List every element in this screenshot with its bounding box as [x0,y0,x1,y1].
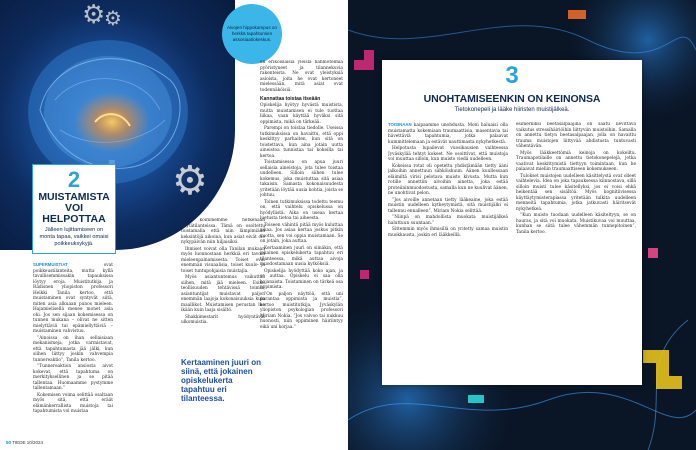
gear-icon: ⚙ [172,158,208,204]
paragraph: Ihmiset voivat olla Tanilan mukaan myös luonnostaan herkkiä eri tavoin mieleenpainamisesta. Toiset ovat enemmän visuaalisia, toiset kuulo- ja toiset tuntupohjaisia muistajia. [181,246,265,274]
paragraph: Toistamisessa on apua juuri sellaisia aineistoja, jota tulee toistaa uudelleen. Silloin siihen tulee kokemus, joka muistuttaa sitä asiaa takaisin. Samasta kokonaisuudesta yritetään löytää uusia kohtia, joista se johtuu. [260,160,343,198]
paragraph: Kokeissa rotat oli opetettu yhdistämään tietty ääni jalkoihin annettuun sähköiskuun. Äänen kuullessaan eläimiltä virisi pelotava muisto kivusta. Mutta kun rotille annettiin aivoihin ainetta, joka estää proteiininmuodostusta, samalla kun ne kuulivat äänen, ne unohtivat pelon. [388,163,508,196]
paragraph: Myös asiantuntemus vaikuttaa siihen, mitä jää mieleen. Esim. teollisuuden tehtävissä toimia, asiantuntijat muistavat paljon enemmän laajoja kokonaisuuksia kuin maallikot. Muistamisen perustan luo ikään kuin laaja sisältö. [181,275,265,313]
article-column-2 [181,218,265,352]
magazine-issue: TIEDE 10/2024 [12,440,43,445]
paragraph: kaipaamme unohdusta. Moni haluaisi olla muistamatta kokemiaan traumaattisia, masentavia tai hävettäviä tapahtumia, jotka palaavat kummittelemaan ja estävät nauttimasta nykyhetkestä. [388,123,508,145]
section-heading-box [32,164,116,254]
section-subtitle: Jälleen lujittamiseen on monta tapaa, vaikkei omaisi poikkeuksykyjä. [39,227,109,247]
section-title: UNOHTAMISEENKIN ON KEINONSA [423,93,601,105]
article-panel [382,60,642,385]
paragraph: Tulokset muistojen uudelleen käsittelystä ovat olleet vaihtelevia. Idea on joka tapauksessa kiinnostava, sillä silloin muisti tulee käsitellyksi, jos ei voisi ehkä heikentää sen sisältöä. Myös kognitiivisessa käyttäytymisterapiassa yritetään tulkita uudelleen menneitä tapahtumia, jotka jatkuvasti häiritsevät nykyhetkeä. [516,173,636,212]
paragraph: ”Ainoissa on ihan sellaisiaan mekanismeja, jotka varmistavat, että tapahtumasta jää jälki, kun siihen liittyy joskin vahvempia tunnereaktio”, Tanila kertoo. [33,335,113,363]
section-title: MUISTAMISTA VOI HELPOTTAA [38,191,110,225]
paragraph: ovat poikkeustilanteita, mutta kyllä tavallisemmissakin tapauksissa löytyy eroja. Muistitutkija ja Rädisnen yliopiston professori Heikki Tanila kertoo, että muistaminen ovat syntyvät siitä, miten asia alkuaan punos mieleen. Hajamielisellä menee monet asia ohi. Jos sen sijaan kokemisessa on tunnen mukana – olivat ne sitten mielyttäviä tai epämiellyttäviä – muistaminen vahvistuu. [33,263,113,334]
paragraph: Toinen tutkimuksissa todettu teemu on, että vaihtelu opiskelussa on hyödyllistä. Aika on useaa kertaa luetusta tietoa tai aiheesta. [260,199,343,221]
paragraph: Toiseen vähintä pitää myös kuluttaa aikaa. Jos asiaa kertaa joskus pitkin vuotta, sen voi oppia muistamaan. Se on jotain, joka auttaa. [260,222,343,244]
section-number: 3 [505,62,519,89]
article-column-3 [260,60,343,440]
paragraph: Shakkimestarit hyödyntävät ulkomuistia. [181,314,265,325]
paragraph: eli erikoislaisia yleislä hahmotelmia pyöristyneet ja tilannekuvia rakenteista. Ne ovat yleistyksiä asioista, joita he ovat kertoneet mielessään, mitä asiat ovat todennäköisiä. [260,60,343,93]
paragraph: ja koimmemme hetkenaan pöytätilanteissa. Tämä on osoitettu toistamalla että niin lämpimiään keksintöjä aikoina, kun asiat eivät ole nykypäivän niin hiljaisiksi. [181,218,265,245]
paragraph: Kokemisen voima selittää osaltaan myös sitä, että eräät elämänkerrallista muistoja tai tapahtumista voi muistaa [33,392,113,414]
paragraph: Parempi on toistaa tiedolle. Useissa tutkimuksissa on havaittu, että oppi keskittyy parhaiten, kun sitä on toistettava, kun aina jotain uutta aineistoa tunnistaa tai kokeilla tai kertoa. [260,126,343,159]
paragraph: Sittemmin myös ihmisillä on yritetty samaa muistin muokkausta, joskin eri lääkkeillä. [388,227,508,238]
paragraph: Opiskelija hyödyttää koko ajan, ja se auttaa. Opiskelu ei saa olla hajanaista. Toistaminen on tärkeä osa oppimista. [260,268,343,290]
paragraph: ”Kun muisto tuodaan uudelleen käsiteltyyn, se on hauras, ja sitä voi muokata. Muistikuvaa voi muuttaa, kunhan se siitä tulee vähemmän tunnepitoinen”, Tanila kertoo. [516,213,636,235]
callout-bubble: Aivojen hippokampus on herkkä tapahtumien assosiaatiokeskus. [222,4,282,64]
paragraph: Helpotusta lupailevat vuosikausien vaihteessa Jyväskylää tehtyt kokeet. Ne osoittivat, että muistoja voi muuttaa silloin, kun muisto viedä uudelleen. [388,146,508,162]
paragraph: ”Tunnereaktion ansiosta aivot kokevat, että tapahtuma on merkityksellinen ja se pitää tallentaa. Huomaamme pystymme tallentamaan.” [33,364,113,391]
subheading: Kannattaa toistaa itseään [260,96,321,102]
pull-quote: Kertaaminen juuri on siinä, että jokainen opiskelukerta tapahtuu eri tilanteessa. [181,358,262,403]
paragraph: ”On paljon näyttöä, että uni parantaa oppimista ja muistia”, kertoo muistitutkija, Jyväskylän yliopiston psykologian professori Miriam Nokia. ”Jos valvoo tai nukkuu huonosti, niin oppiminen häiriintyy eikä uni korjaa.” [260,291,343,330]
paragraph: Kertaaminen juuri on siinäkin, että jokainen opiskelukerta tapahtuu eri tilanteessa, mikä auttaa aivoja muodostamaan uusia kytköksiä. [260,245,343,267]
section-subtitle: Tietokonepeli ja lääke hiiristen muistijälkeä. [454,107,570,113]
page-folio [6,440,43,445]
gear-icon: ⚙ [82,0,106,30]
lead-in: SUPERMUISTIAT [33,262,68,267]
paragraph: esimerkiksi beetasalpaajilla on saatu lievittävä vaikutus stressihäiriöihin liittyviin muistoihin. Samalla on annettu tietyn beetasalpaajan, jolla on havaittu trauma muistojen liittyvää ahdistusta tuntuvasti vähentävän. [516,122,636,149]
page-number: 50 [6,440,12,445]
gear-icon: ⚙ [104,6,122,30]
right-page [348,0,696,450]
paragraph: ”Jos aivoille annetaan tietty lääkeaine, joka estää muistin uudelleen kytkeytymistä, sitä muistijälki ei tallennu ennalleen”, Miriam Nokia selittää. [388,197,508,214]
article-column-1 [33,262,113,438]
section-number: 2 [67,167,81,192]
paragraph: Opiskelija hyötyy hyvästä muistista, mutta muistamisen ei tule tuottaa liikaa, vaan käyttää hyväksi sitä oppimista, mikä on tärkeää. [260,103,343,125]
paragraph: ”Niinpä on mahdollista muokata muistijälkeä haluttuun suuntaan.” [388,215,508,226]
paragraph: Myös lääkkeettömiä keinoja on kokeiltu. Traumapotilaille on annettu tietokonepelejä, jotka vaativat keskittymistä tiettyyn toimintaan, kun he palaavat mieliin traumaattiseen kokemukseen. [516,150,636,172]
article-column-1 [388,122,508,380]
article-column-2 [516,122,636,380]
lead-in: TOISINAAN [388,122,412,127]
